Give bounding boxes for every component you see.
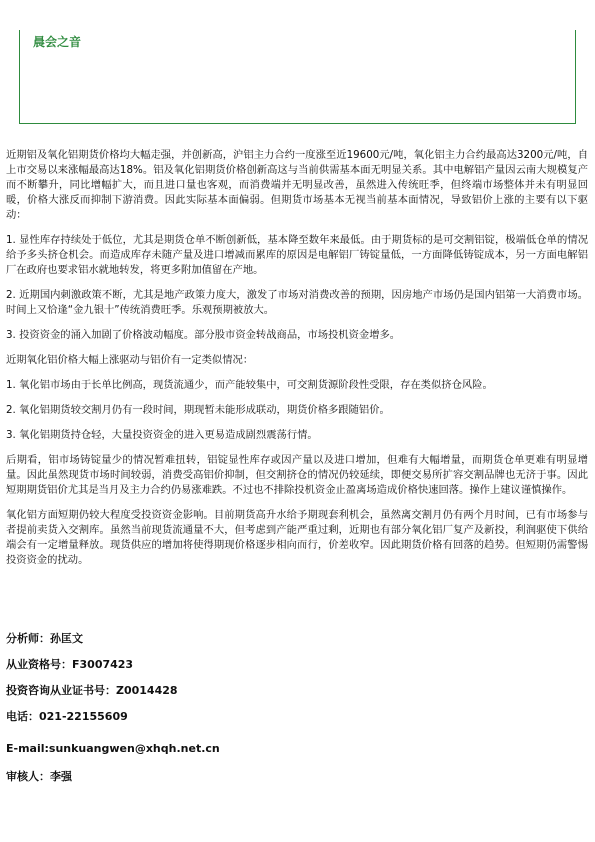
phone-number: 电话：021-22155609	[6, 710, 128, 723]
paragraph-intro: 近期铝及氧化铝期货价格均大幅走强，并创新高，沪铝主力合约一度涨至近19600元/吨，氧化铝主力合约最高达3200元/吨，自上市交易以来涨幅最高达18%。铝及氧化铝期货价格创新高这与当前供需基本面无明显关系。其中电解铝产量因云南大规模复产而不断攀升，同比增幅扩大，而且进口量也客观，而消费端并无明显改善，虽然进入传统旺季，但终端市场整体并未有明显回暖，价格大涨反而抑制下游消费。因此实际基本面偏弱。但期货市场基本无视当前基本面情况，导致铝价上涨的主要有以下驱动：	[6, 149, 588, 221]
paragraph-alumina-driver-2: 2. 氧化铝期货较交割月仍有一段时间，期现暂未能形成联动，期货价格多跟随铝价。	[6, 404, 390, 416]
consulting-cert-number: 投资咨询从业证书号：Z0014428	[6, 684, 178, 697]
paragraph-aluminum-driver-1: 1. 显性库存持续处于低位，尤其是期货仓单不断创新低，基本降至数年来最低。由于期货标的是可交割铝锭，极端低仓单的情况给予多头挤仓机会。而造成库存未随产量及进口增减而累库的原因是电解铝厂铸锭量低，一方面降低铸锭成本，另一方面电解铝厂在政府也要求铝水就地转发，将更多附加值留在产地。	[6, 234, 588, 276]
paragraph-alumina-outlook: 氧化铝方面短期仍较大程度受投资资金影响。目前期货高升水给予期现套利机会，虽然离交割月仍有两个月时间，已有市场参与者提前卖货入交割库。虽然当前现货流通量不大，但考虑到产能严重过剩，近期也有部分氧化铝厂复产及新投，利润驱使下供给端会有一定增量释放。现货供应的增加将使得期现价格逐步相向而行，价差收窄。因此期货价格有回落的趋势。但短期仍需警惕投资资金的扰动。	[6, 509, 588, 566]
paragraph-aluminum-driver-3: 3. 投资资金的涌入加剧了价格波动幅度。部分股市资金转战商品，市场投机资金增多。	[6, 329, 401, 341]
header-title: 晨会之音	[33, 35, 82, 49]
reviewer-name: 审核人：李强	[6, 770, 72, 783]
analyst-name: 分析师：孙匡文	[6, 632, 83, 645]
qualification-number: 从业资格号：F3007423	[6, 658, 134, 671]
email-address: E-mail:sunkuangwen@xhqh.net.cn	[6, 742, 220, 755]
paragraph-alumina-intro: 近期氧化铝价格大幅上涨驱动与铝价有一定类似情况：	[6, 354, 254, 366]
header-box	[19, 30, 576, 124]
paragraph-aluminum-outlook: 后期看，铝市场铸锭量少的情况暂难扭转，铝锭显性库存或因产量以及进口增加，但难有大幅增量，而期货仓单更难有明显增量。因此虽然现货市场时间较弱，消费受高铝价抑制，但交割挤仓的情况仍较延续，即便交易所扩容交割品牌也无济于事。因此短期期货铝价尤其是当月及主力合约仍易涨难跌。不过也不排除投机资金止盈离场造成价格快速回落。操作上建议谨慎操作。	[6, 454, 588, 496]
paragraph-alumina-driver-3: 3. 氧化铝期货持仓轻，大量投资资金的进入更易造成剧烈震荡行情。	[6, 429, 318, 441]
paragraph-alumina-driver-1: 1. 氧化铝市场由于长单比例高，现货流通少，而产能较集中，可交割货源阶段性受限，存在类似挤仓风险。	[6, 379, 493, 391]
report-body	[6, 148, 588, 578]
paragraph-aluminum-driver-2: 2. 近期国内刺激政策不断，尤其是地产政策力度大，激发了市场对消费改善的预期，因房地产市场仍是国内铝第一大消费市场。时间上又恰逢“金九银十”传统消费旺季。乐观预期被放大。	[6, 289, 588, 316]
